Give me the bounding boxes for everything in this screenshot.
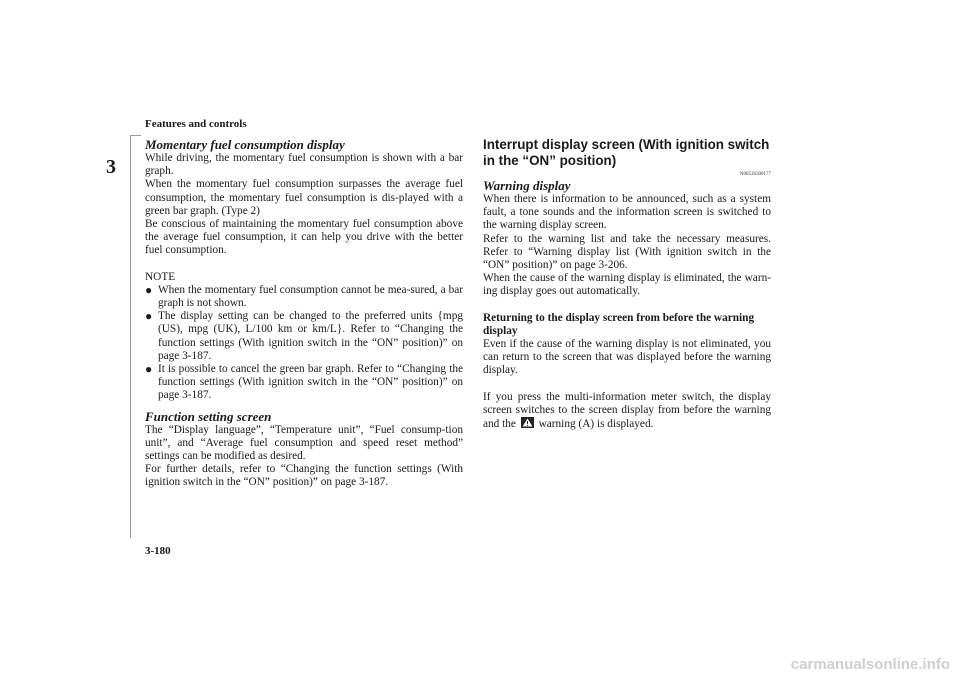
chapter-number: 3 bbox=[106, 156, 116, 178]
bullet-dot-icon: ● bbox=[145, 362, 153, 377]
returning-title: Returning to the display screen from before the warning display bbox=[483, 311, 755, 337]
reference-code: N00536300177 bbox=[739, 172, 771, 177]
note-bullet: ● When the momentary fuel consumption cannot be mea-sured, a bar graph is not shown. bbox=[145, 282, 463, 310]
note-label: NOTE bbox=[145, 270, 176, 283]
warning-paragraph: When there is information to be announced, such as a system fault, a tone sounds and the information screen is switched to the warning display screen. bbox=[483, 193, 771, 232]
warning-triangle-icon bbox=[521, 417, 534, 428]
function-paragraph: For further details, refer to “Changing the function settings (With ignition switch in the “ON” position)” on page 3-187. bbox=[145, 463, 463, 489]
interrupt-title: Interrupt display screen (With ignition switch in the “ON” position) bbox=[483, 137, 770, 168]
chapter-rule-vertical bbox=[130, 135, 131, 538]
function-title: Function setting screen bbox=[145, 408, 272, 424]
note-bullet: ● It is possible to cancel the green bar graph. Refer to “Changing the function settings (With ignition switch in the “ON” position)” on page 3-187. bbox=[145, 362, 463, 402]
watermark: carmanualsonline.info bbox=[790, 656, 950, 673]
momentary-paragraph: Be conscious of maintaining the momentary fuel consumption above the average fuel consumption, it can help you drive with the better fuel consumption. bbox=[145, 218, 463, 257]
note-bullet: ● The display setting can be changed to the preferred units {mpg (US), mpg (UK), L/100 km or km/L}. Refer to “Changing the function settings (With ignition switch in the “ON” position)” on page 3-187. bbox=[145, 309, 463, 362]
returning-paragraph: Even if the cause of the warning display is not eliminated, you can return to the screen that was displayed before the warning display. bbox=[483, 338, 771, 377]
right-column bbox=[483, 137, 771, 431]
warning-title: Warning display bbox=[483, 178, 571, 193]
bullet-dot-icon: ● bbox=[145, 282, 153, 297]
left-column bbox=[145, 137, 463, 490]
warning-paragraph: When the cause of the warning display is eliminated, the warn-ing display goes out automatically. bbox=[483, 272, 771, 298]
momentary-title: Momentary fuel consumption display bbox=[145, 137, 345, 152]
bullet-dot-icon: ● bbox=[145, 309, 153, 324]
function-paragraph: The “Display language”, “Temperature unit”, “Fuel consump-tion unit”, and “Average fuel consumption and speed reset method” settings can be modified as desired. bbox=[145, 423, 463, 463]
press-paragraph: If you press the multi-information meter switch, the display screen switches to the screen display from before the warning and the warning (A) is displayed. bbox=[483, 390, 771, 431]
section-header: Features and controls bbox=[145, 118, 247, 130]
momentary-paragraph: When the momentary fuel consumption surpasses the average fuel consumption, the momentary fuel consumption is dis-played with a green bar graph. (Type 2) bbox=[145, 178, 463, 217]
chapter-rule-horizontal bbox=[130, 135, 141, 136]
momentary-paragraph: While driving, the momentary fuel consumption is shown with a bar graph. bbox=[145, 152, 463, 178]
page-number: 3-180 bbox=[145, 545, 171, 557]
warning-paragraph: Refer to the warning list and take the necessary measures. Refer to “Warning display list (With ignition switch in the “ON” position)” on page 3-206. bbox=[483, 232, 771, 272]
